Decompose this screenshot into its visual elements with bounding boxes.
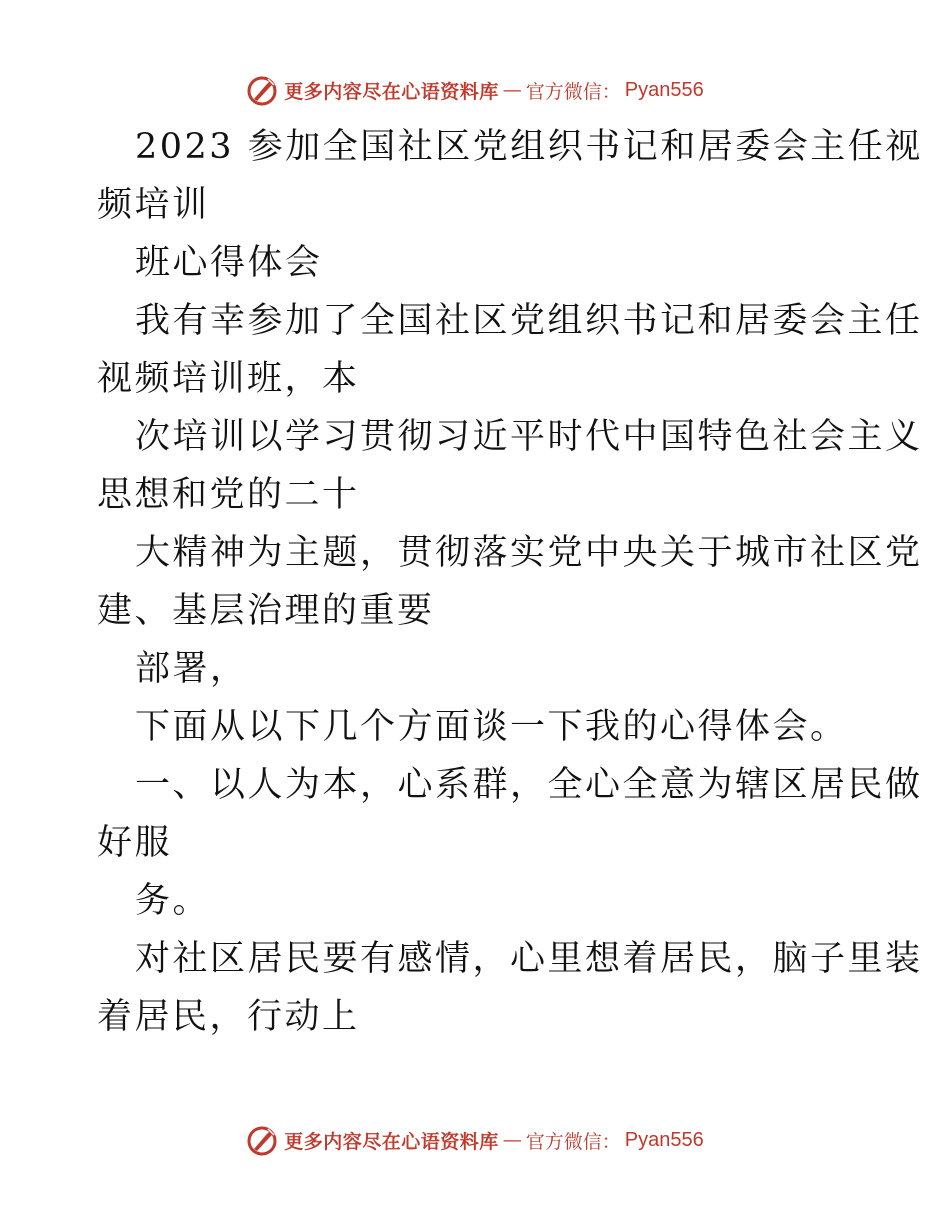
pen-logo-icon	[246, 1123, 280, 1157]
header-watermark	[0, 70, 950, 110]
watermark-wechat-id: Pyan556	[624, 1128, 704, 1151]
document-body	[97, 118, 923, 1046]
pen-logo-icon	[246, 73, 280, 107]
doc-line: 频培训	[97, 185, 210, 225]
watermark-sub-text: 官方微信：	[525, 1130, 621, 1153]
watermark-separator: —	[502, 1129, 522, 1151]
doc-line: 部署，	[135, 649, 248, 689]
watermark-separator: —	[502, 79, 522, 101]
doc-line: 班心得体会	[135, 243, 323, 283]
doc-line: 务。	[135, 881, 211, 921]
watermark-sub-text: 官方微信：	[525, 80, 621, 103]
doc-line: 2023 参加全国社区党组织书记和居委会主任视	[135, 127, 923, 167]
watermark-wechat-id: Pyan556	[624, 78, 704, 101]
doc-line: 我有幸参加了全国社区党组织书记和居委会主任	[135, 301, 923, 341]
doc-line: 次培训以学习贯彻习近平时代中国特色社会主义	[135, 417, 923, 457]
watermark-brand-text: 更多内容尽在心语资料库	[284, 1130, 499, 1153]
doc-line: 思想和党的二十	[97, 475, 360, 515]
doc-line: 着居民，行动上	[97, 997, 360, 1037]
doc-line: 视频培训班，本	[97, 359, 360, 399]
doc-line: 建、基层治理的重要	[97, 591, 435, 631]
doc-line: 好服	[97, 823, 173, 863]
doc-line: 大精神为主题，贯彻落实党中央关于城市社区党	[135, 533, 923, 573]
watermark-brand-text: 更多内容尽在心语资料库	[284, 80, 499, 103]
footer-watermark	[0, 1120, 950, 1160]
doc-line: 一、以人为本，心系群，全心全意为辖区居民做	[135, 765, 923, 805]
doc-line: 对社区居民要有感情，心里想着居民，脑子里装	[135, 939, 923, 979]
doc-line: 下面从以下几个方面谈一下我的心得体会。	[135, 707, 848, 747]
